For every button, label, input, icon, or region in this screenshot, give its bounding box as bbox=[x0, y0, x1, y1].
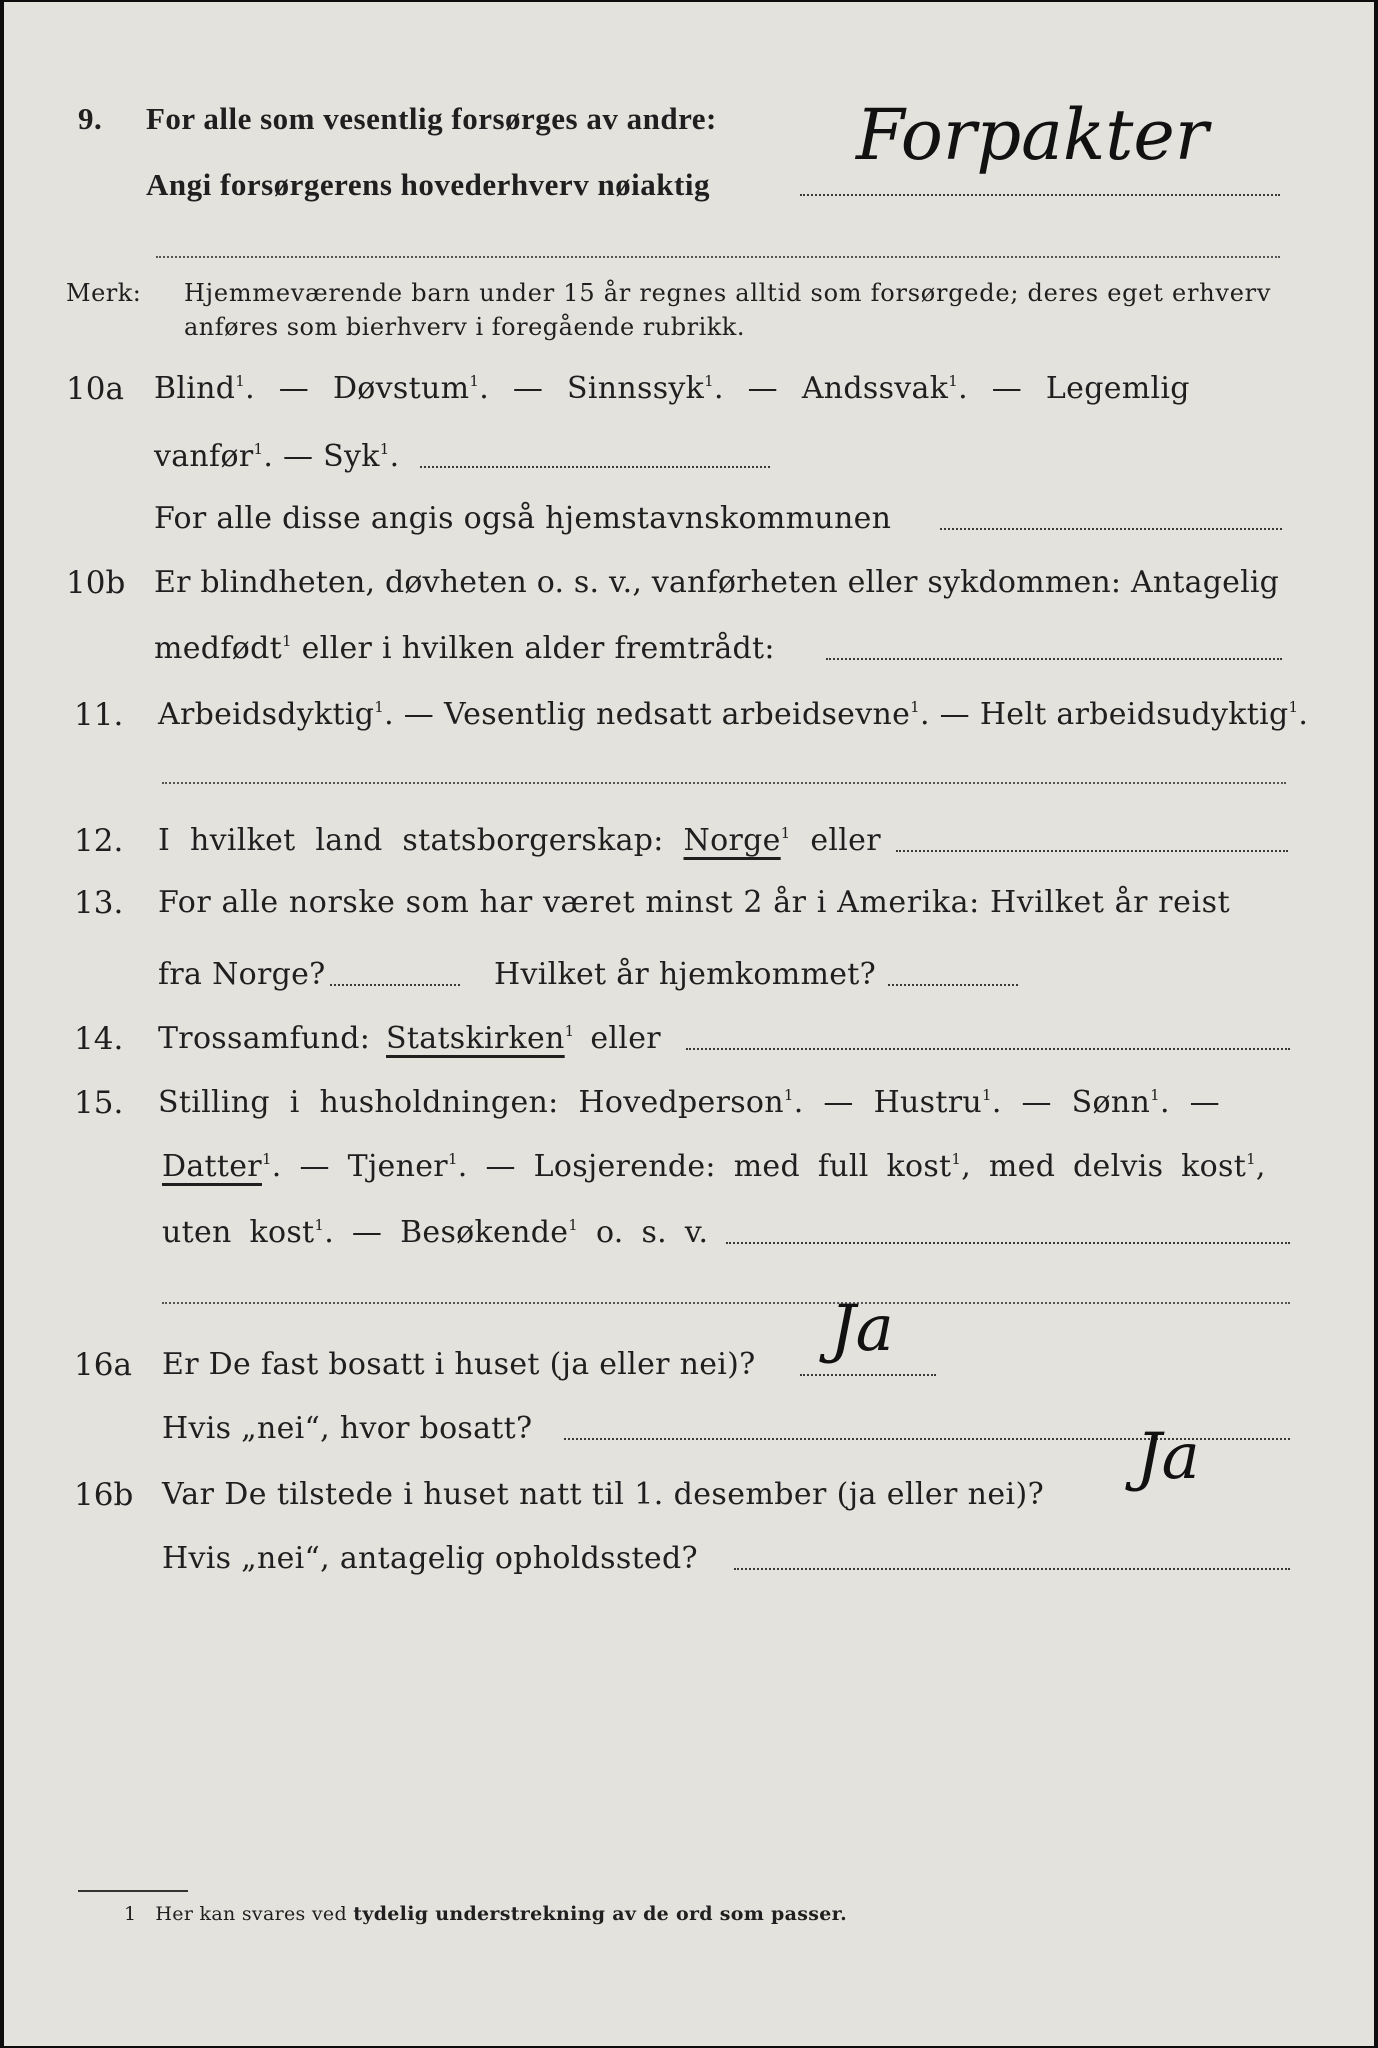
q13-number: 13. bbox=[74, 885, 124, 921]
q12-line: I hvilket land statsborgerskap: Norge$^1$ eller bbox=[158, 823, 881, 858]
q11-extra-line bbox=[162, 782, 1286, 784]
opt-legemlig: Legemlig bbox=[1045, 371, 1190, 406]
q14-other-line bbox=[686, 1048, 1290, 1050]
opt-datter-underlined: Datter bbox=[162, 1149, 262, 1184]
q9-line1: For alle som vesentlig forsørges av andre: bbox=[146, 101, 717, 136]
q16a-handwritten-answer: Ja bbox=[830, 1292, 894, 1366]
opt-uten-kost: uten kost bbox=[162, 1215, 315, 1250]
q9-line2: Angi forsørgerens hovederhverv nøiaktig bbox=[146, 167, 710, 202]
q12-number: 12. bbox=[74, 823, 124, 859]
opt-sinnssyk: Sinnssyk bbox=[567, 371, 705, 406]
merk-line1: Hjemmeværende barn under 15 år regnes alltid som forsørgede; deres eget erhverv bbox=[184, 279, 1272, 307]
opt-helt-arbeidsudyktig: Helt arbeidsudyktig bbox=[979, 697, 1289, 732]
opt-full-kost: med full kost bbox=[733, 1149, 952, 1184]
opt-medfodt: medfødt bbox=[154, 631, 282, 666]
q13-reist-line bbox=[330, 984, 460, 986]
opt-delvis-kost: med delvis kost bbox=[988, 1149, 1247, 1184]
opt-hustru: Hustru bbox=[873, 1085, 982, 1120]
q16a-line1: Er De fast bosatt i huset (ja eller nei)? bbox=[162, 1347, 756, 1382]
q11-line: Arbeidsdyktig$^1$. — Vesentlig nedsatt arbeidsevne$^1$. — Helt arbeidsudyktig$^1$. bbox=[158, 697, 1309, 732]
q9-answer-line bbox=[800, 194, 1280, 196]
q16a-line2: Hvis „nei“, hvor bosatt? bbox=[162, 1411, 533, 1446]
opt-syk: Syk bbox=[323, 439, 380, 474]
opt-dovstum: Døvstum bbox=[332, 371, 470, 406]
opt-vanfor: vanfør bbox=[154, 439, 254, 474]
footnote-mark: 1 bbox=[124, 1903, 137, 1925]
q16a-answer-line bbox=[800, 1374, 936, 1376]
q15-line1: Stilling i husholdningen: Hovedperson$^1$. — Hustru$^1$. — Sønn$^1$. — bbox=[158, 1085, 1220, 1120]
q16b-line2: Hvis „nei“, antagelig opholdssted? bbox=[162, 1541, 698, 1576]
opt-blind: Blind bbox=[154, 371, 236, 406]
opt-sonn: Sønn bbox=[1071, 1085, 1151, 1120]
opt-besokende: Besøkende bbox=[400, 1215, 569, 1250]
q10a-line1: Blind$^1$. — Døvstum$^1$. — Sinnssyk$^1$. — Andssvak$^1$. — Legemlig bbox=[154, 371, 1190, 406]
q10a-line2: vanfør$^1$. — Syk$^1$. bbox=[154, 439, 400, 474]
q10b-line1: Er blindheten, døvheten o. s. v., vanførheten eller sykdommen: Antagelig bbox=[154, 565, 1280, 600]
q11-number: 11. bbox=[74, 697, 124, 733]
q16b-handwritten-answer: Ja bbox=[1136, 1420, 1200, 1494]
q9-extra-line bbox=[156, 256, 1280, 258]
q15-line3: uten kost$^1$. — Besøkende$^1$ o. s. v. bbox=[162, 1215, 709, 1250]
census-form-page bbox=[4, 2, 1374, 2046]
q9-handwritten-answer: Forpakter bbox=[856, 94, 1209, 176]
q13-hjem: Hvilket år hjemkommet? bbox=[494, 957, 877, 992]
q13-hjem-line bbox=[888, 984, 1018, 986]
q10b-number: 10b bbox=[66, 565, 126, 601]
merk-line2: anføres som bierhverv i foregående rubrikk. bbox=[184, 313, 745, 341]
q16b-opholdssted-line bbox=[734, 1568, 1290, 1570]
q16b-line1: Var De tilstede i huset natt til 1. desember (ja eller nei)? bbox=[162, 1477, 1045, 1512]
opt-vesentlig-nedsatt: Vesentlig nedsatt arbeidsevne bbox=[443, 697, 911, 732]
q15-extra-line bbox=[162, 1302, 1290, 1304]
footnote-rule bbox=[78, 1890, 188, 1892]
q13-line1: For alle norske som har været minst 2 år i Amerika: Hvilket år reist bbox=[158, 885, 1231, 920]
q10a-number: 10a bbox=[66, 371, 124, 407]
q12-other-line bbox=[896, 850, 1288, 852]
opt-hovedperson: Hovedperson bbox=[578, 1085, 784, 1120]
opt-arbeidsdyktig: Arbeidsdyktig bbox=[158, 697, 375, 732]
q9-number: 9. bbox=[78, 101, 103, 136]
q14-line: Trossamfund: Statskirken$^1$ eller bbox=[158, 1021, 661, 1056]
q15-other-line bbox=[726, 1242, 1290, 1244]
q15-number: 15. bbox=[74, 1085, 124, 1121]
q16b-number: 16b bbox=[74, 1477, 134, 1513]
q10b-alder-line bbox=[826, 658, 1282, 660]
q10a-kommune-line bbox=[940, 528, 1282, 530]
q15-line2: Datter$^1$. — Tjener$^1$. — Losjerende: med full kost$^1$, med delvis kost$^1$, bbox=[162, 1149, 1266, 1184]
opt-tjener: Tjener bbox=[347, 1149, 448, 1184]
opt-norge-underlined: Norge bbox=[683, 823, 781, 858]
q14-number: 14. bbox=[74, 1021, 124, 1057]
footnote: 1 Her kan svares ved tydelig understrekning av de ord som passer. bbox=[124, 1903, 848, 1925]
merk-label: Merk: bbox=[66, 279, 142, 307]
q16a-number: 16a bbox=[74, 1347, 132, 1383]
q10a-line3: For alle disse angis også hjemstavnskommunen bbox=[154, 501, 892, 536]
q10a-syk-line bbox=[420, 466, 770, 468]
opt-andssvak: Andssvak bbox=[801, 371, 949, 406]
q10b-line2: medfødt$^1$ eller i hvilken alder fremtrådt: bbox=[154, 631, 775, 666]
opt-statskirken-underlined: Statskirken bbox=[386, 1021, 565, 1056]
q13-reist: fra Norge? bbox=[158, 957, 326, 992]
